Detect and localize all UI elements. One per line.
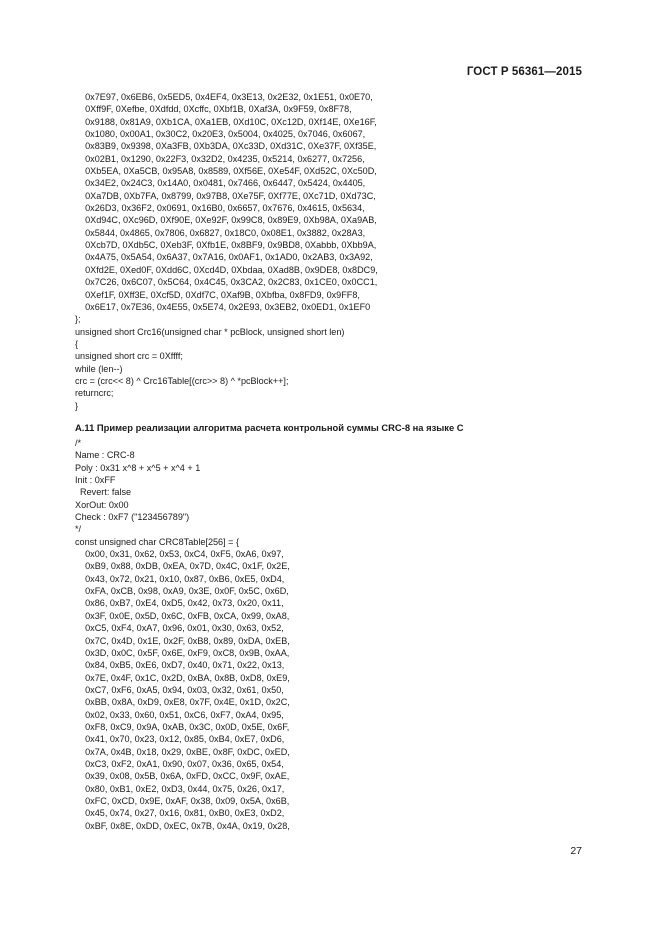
code-line: 0x86, 0xB7, 0xE4, 0xD5, 0x42, 0x73, 0x20, 0x11, <box>75 598 284 609</box>
code-line: unsigned short crc = 0Xffff; <box>75 351 183 362</box>
code-line: 0x34E2, 0x24C3, 0x14A0, 0x0481, 0x7466, 0x6447, 0x5424, 0x4405, <box>75 178 366 189</box>
code-line: } <box>75 400 79 411</box>
code-line: 0xFA, 0xCB, 0x98, 0xA9, 0x3E, 0x0F, 0x5C, 0x6D, <box>75 586 289 597</box>
code-line: 0x7E97, 0x6EB6, 0x5ED5, 0x4EF4, 0x3E13, 0x2E32, 0x1E51, 0x0E70, <box>75 92 373 102</box>
document-standard-header: ГОСТ Р 56361—2015 <box>466 66 582 78</box>
code-line: 0x02B1, 0x1290, 0x22F3, 0x32D2, 0x4235, 0x5214, 0x6277, 0x7256, <box>75 153 365 164</box>
code-line: }; <box>75 314 81 325</box>
page-number: 27 <box>570 845 582 857</box>
code-line: Name : CRC-8 <box>75 450 135 461</box>
code-line: { <box>75 338 79 349</box>
code-line: 0x4A75, 0x5A54, 0x6A37, 0x7A16, 0x0AF1, 0x1AD0, 0x2AB3, 0x3A92, <box>75 252 373 263</box>
code-line: 0Xfd2E, 0Xed0F, 0Xdd6C, 0Xcd4D, 0Xbdaa, 0Xad8B, 0x9DE8, 0x8DC9, <box>75 264 378 275</box>
code-line: /* <box>75 438 82 448</box>
code-line: 0xB9, 0x88, 0xDB, 0xEA, 0x7D, 0x4C, 0x1F, 0x2E, <box>75 561 290 572</box>
crc8-code-listing <box>75 437 290 832</box>
code-line: 0Xd94C, 0Xc96D, 0Xf90E, 0Xe92F, 0x99C8, 0x89E9, 0Xb98A, 0Xa9AB, <box>75 215 377 226</box>
code-line: 0x3F, 0x0E, 0x5D, 0x6C, 0xFB, 0xCA, 0x99, 0xA8, <box>75 610 290 621</box>
code-line: crc = (crc<< 8) ^ Crc16Table[(crc>> 8) ^ *pcBlock++]; <box>75 375 289 386</box>
code-line: 0x1080, 0x00A1, 0x30C2, 0x20E3, 0x5004, 0x4025, 0x7046, 0x6067, <box>75 129 366 140</box>
code-line: 0xBB, 0x8A, 0xD9, 0xE8, 0x7F, 0x4E, 0x1D, 0x2C, <box>75 697 290 708</box>
crc16-code-listing <box>75 91 378 412</box>
code-line: 0xC5, 0xF4, 0xA7, 0x96, 0x01, 0x30, 0x63, 0x52, <box>75 623 284 634</box>
code-line: */ <box>75 524 82 535</box>
code-line: 0x41, 0x70, 0x23, 0x12, 0x85, 0xB4, 0xE7, 0xD6, <box>75 734 285 745</box>
code-line: 0x39, 0x08, 0x5B, 0x6A, 0xFD, 0xCC, 0x9F, 0xAE, <box>75 771 290 782</box>
code-line: 0Xb5EA, 0Xa5CB, 0x95A8, 0x8589, 0Xf56E, 0Xe54F, 0Xd52C, 0Xc50D, <box>75 166 377 177</box>
code-line: 0x3D, 0x0C, 0x5F, 0x6E, 0xF9, 0xC8, 0x9B, 0xAA, <box>75 647 290 658</box>
code-line: 0xFC, 0xCD, 0x9E, 0xAF, 0x38, 0x09, 0x5A, 0x6B, <box>75 795 290 806</box>
code-line: 0xC3, 0xF2, 0xA1, 0x90, 0x07, 0x36, 0x65, 0x54, <box>75 758 284 769</box>
code-line: 0x00, 0x31, 0x62, 0x53, 0xC4, 0xF5, 0xA6, 0x97, <box>75 549 284 560</box>
code-line: 0x7E, 0x4F, 0x1C, 0x2D, 0xBA, 0x8B, 0xD8, 0xE9, <box>75 672 290 683</box>
code-line: Poly : 0x31 x^8 + x^5 + x^4 + 1 <box>75 462 201 473</box>
code-line: const unsigned char CRC8Table[256] = { <box>75 536 240 547</box>
code-line: 0x7C, 0x4D, 0x1E, 0x2F, 0xB8, 0x89, 0xDA, 0xEB, <box>75 635 290 646</box>
code-line: 0xC7, 0xF6, 0xA5, 0x94, 0x03, 0x32, 0x61, 0x50, <box>75 684 284 695</box>
code-line: 0Xef1F, 0Xff3E, 0Xcf5D, 0Xdf7C, 0Xaf9B, 0Xbfba, 0x8FD9, 0x9FF8, <box>75 289 360 300</box>
code-line: 0Xa7DB, 0Xb7FA, 0x8799, 0x97B8, 0Xe75F, 0Xf77E, 0Xc71D, 0Xd73C, <box>75 190 376 201</box>
code-line: 0x7A, 0x4B, 0x18, 0x29, 0xBE, 0x8F, 0xDC, 0xED, <box>75 746 290 757</box>
code-line: 0x43, 0x72, 0x21, 0x10, 0x87, 0xB6, 0xE5, 0xD4, <box>75 573 285 584</box>
code-line: 0x26D3, 0x36F2, 0x0691, 0x16B0, 0x6657, 0x7676, 0x4615, 0x5634, <box>75 203 365 214</box>
code-line: 0xBF, 0x8E, 0xDD, 0xEC, 0x7B, 0x4A, 0x19, 0x28, <box>75 820 290 831</box>
code-line: 0x5844, 0x4865, 0x7806, 0x6827, 0x18C0, 0x08E1, 0x3882, 0x28A3, <box>75 227 366 238</box>
code-line: 0x7C26, 0x6C07, 0x5C64, 0x4C45, 0x3CA2, 0x2C83, 0x1CE0, 0x0CC1, <box>75 277 378 288</box>
code-line: 0x45, 0x74, 0x27, 0x16, 0x81, 0xB0, 0xE3, 0xD2, <box>75 808 285 819</box>
code-line: 0Xff9F, 0Xefbe, 0Xdfdd, 0Xcffc, 0Xbf1B, 0Xaf3A, 0x9F59, 0x8F78, <box>75 104 352 115</box>
code-line: 0Xcb7D, 0Xdb5C, 0Xeb3F, 0Xfb1E, 0x8BF9, 0x9BD8, 0Xabbb, 0Xbb9A, <box>75 240 377 251</box>
code-line: 0x80, 0xB1, 0xE2, 0xD3, 0x44, 0x75, 0x26, 0x17, <box>75 783 285 794</box>
code-line: Revert: false <box>75 487 132 498</box>
code-line: returncrc; <box>75 388 114 399</box>
code-line: 0x02, 0x33, 0x60, 0x51, 0xC6, 0xF7, 0xA4, 0x95, <box>75 709 284 720</box>
code-line: 0x6E17, 0x7E36, 0x4E55, 0x5E74, 0x2E93, 0x3EB2, 0x0ED1, 0x1EF0 <box>75 301 371 312</box>
code-line: unsigned short Crc16(unsigned char * pcBlock, unsigned short len) <box>75 326 345 337</box>
code-line: 0x9188, 0x81A9, 0Xb1CA, 0Xa1EB, 0Xd10C, 0Xc12D, 0Xf14E, 0Xe16F, <box>75 116 377 127</box>
code-line: 0x84, 0xB5, 0xE6, 0xD7, 0x40, 0x71, 0x22, 0x13, <box>75 660 285 671</box>
code-line: while (len--) <box>75 363 123 374</box>
code-line: 0xF8, 0xC9, 0x9A, 0xAB, 0x3C, 0x0D, 0x5E, 0x6F, <box>75 721 290 732</box>
code-line: Check : 0xF7 ("123456789") <box>75 512 190 523</box>
code-line: Init : 0xFF <box>75 475 116 486</box>
code-line: 0x83B9, 0x9398, 0Xa3FB, 0Xb3DA, 0Xc33D, 0Xd31C, 0Xe37F, 0Xf35E, <box>75 141 377 152</box>
section-heading-a11: А.11 Пример реализации алгоритма расчета контрольной суммы CRC-8 на языке С <box>75 422 464 433</box>
code-line: XorOut: 0x00 <box>75 499 129 510</box>
